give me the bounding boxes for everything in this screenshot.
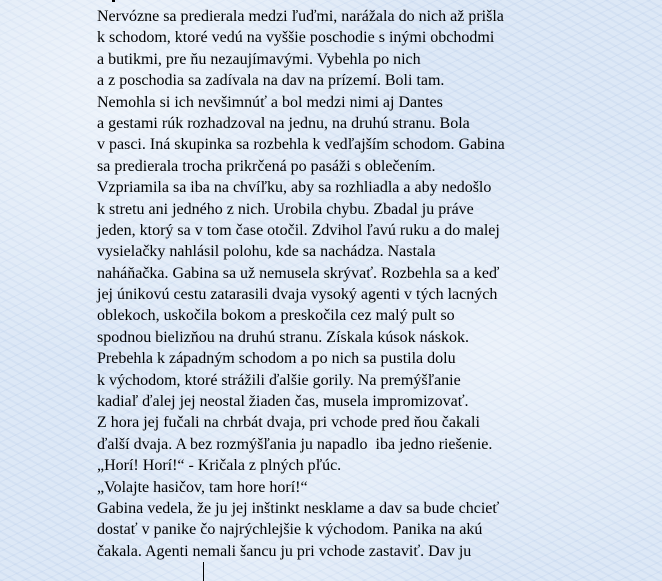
text-line-3: a butikmi, pre ňu nezaujímavými. Vybehla po nich [97, 50, 421, 68]
text-line-26: čakala. Agenti nemali šancu ju pri vchode zastaviť. Dav ju [97, 542, 472, 560]
text-line-2: k schodom, ktoré vedú na vyššie poschodie s inými obchodmi [97, 29, 495, 47]
text-cursor [203, 562, 204, 581]
text-line-18: k východom, ktoré strážili ďalšie gorily. Na premýšľanie [97, 371, 461, 389]
text-line-16: spodnou bielizňou na druhú stranu. Získala kúsok náskok. [97, 328, 469, 346]
text-line-25: dostať v panike čo najrýchlejšie k východom. Panika na akú [97, 521, 483, 539]
text-line-1: Nervózne sa predierala medzi ľuďmi, narážala do nich až prišla [97, 8, 504, 25]
text-fragment-mark [112, 0, 115, 2]
text-line-10: k stretu ani jedného z nich. Urobila chybu. Zbadal ju práve [97, 200, 474, 218]
text-line-7: v pasci. Iná skupinka sa rozbehla k vedľajším schodom. Gabina [97, 136, 505, 154]
text-line-11: jeden, ktorý sa v tom čase otočil. Zdvihol ľavú ruku a do malej [97, 221, 500, 239]
text-line-20: Z hora jej fučali na chrbát dvaja, pri vchode pred ňou čakali [97, 414, 480, 432]
text-line-9: Vzpriamila sa iba na chvíľku, aby sa rozhliadla a aby nedošlo [97, 179, 492, 197]
text-line-24: Gabina vedela, že ju jej inštinkt nesklame a dav sa bude chcieť [97, 499, 500, 517]
text-line-14: jej únikovú cestu zatarasili dvaja vysoký agenti v tých lacných [97, 286, 498, 304]
text-line-17: Prebehla k západným schodom a po nich sa pustila dolu [97, 350, 456, 368]
text-line-15: oblekoch, uskočila bokom a preskočila cez malý pult so [97, 307, 455, 325]
text-line-22: „Horí! Horí!“ - Kričala z plných pľúc. [97, 457, 342, 475]
text-line-12: vysielačky nahlásil polohu, kde sa nachádza. Nastala [97, 243, 436, 261]
document-text[interactable] [97, 6, 657, 562]
text-line-19: kadiaľ ďalej jej neostal žiaden čas, musela impromizovať. [97, 393, 469, 411]
text-line-8: sa predierala trocha prikrčená po pasáži s oblečením. [97, 157, 436, 175]
text-line-21: ďalší dvaja. A bez rozmýšľania ju napadlo iba jedno riešenie. [97, 435, 493, 453]
text-line-6: a gestami rúk rozhadzoval na jednu, na druhú stranu. Bola [97, 114, 470, 132]
text-line-5: Nemohla si ich nevšimnúť a bol medzi nimi aj Dantes [97, 93, 443, 111]
text-line-4: a z poschodia sa zadívala na dav na prízemí. Boli tam. [97, 72, 445, 90]
text-line-23: „Volajte hasičov, tam hore horí!“ [97, 478, 308, 496]
text-line-13: naháňačka. Gabina sa už nemusela skrývať. Rozbehla sa a keď [97, 264, 500, 282]
